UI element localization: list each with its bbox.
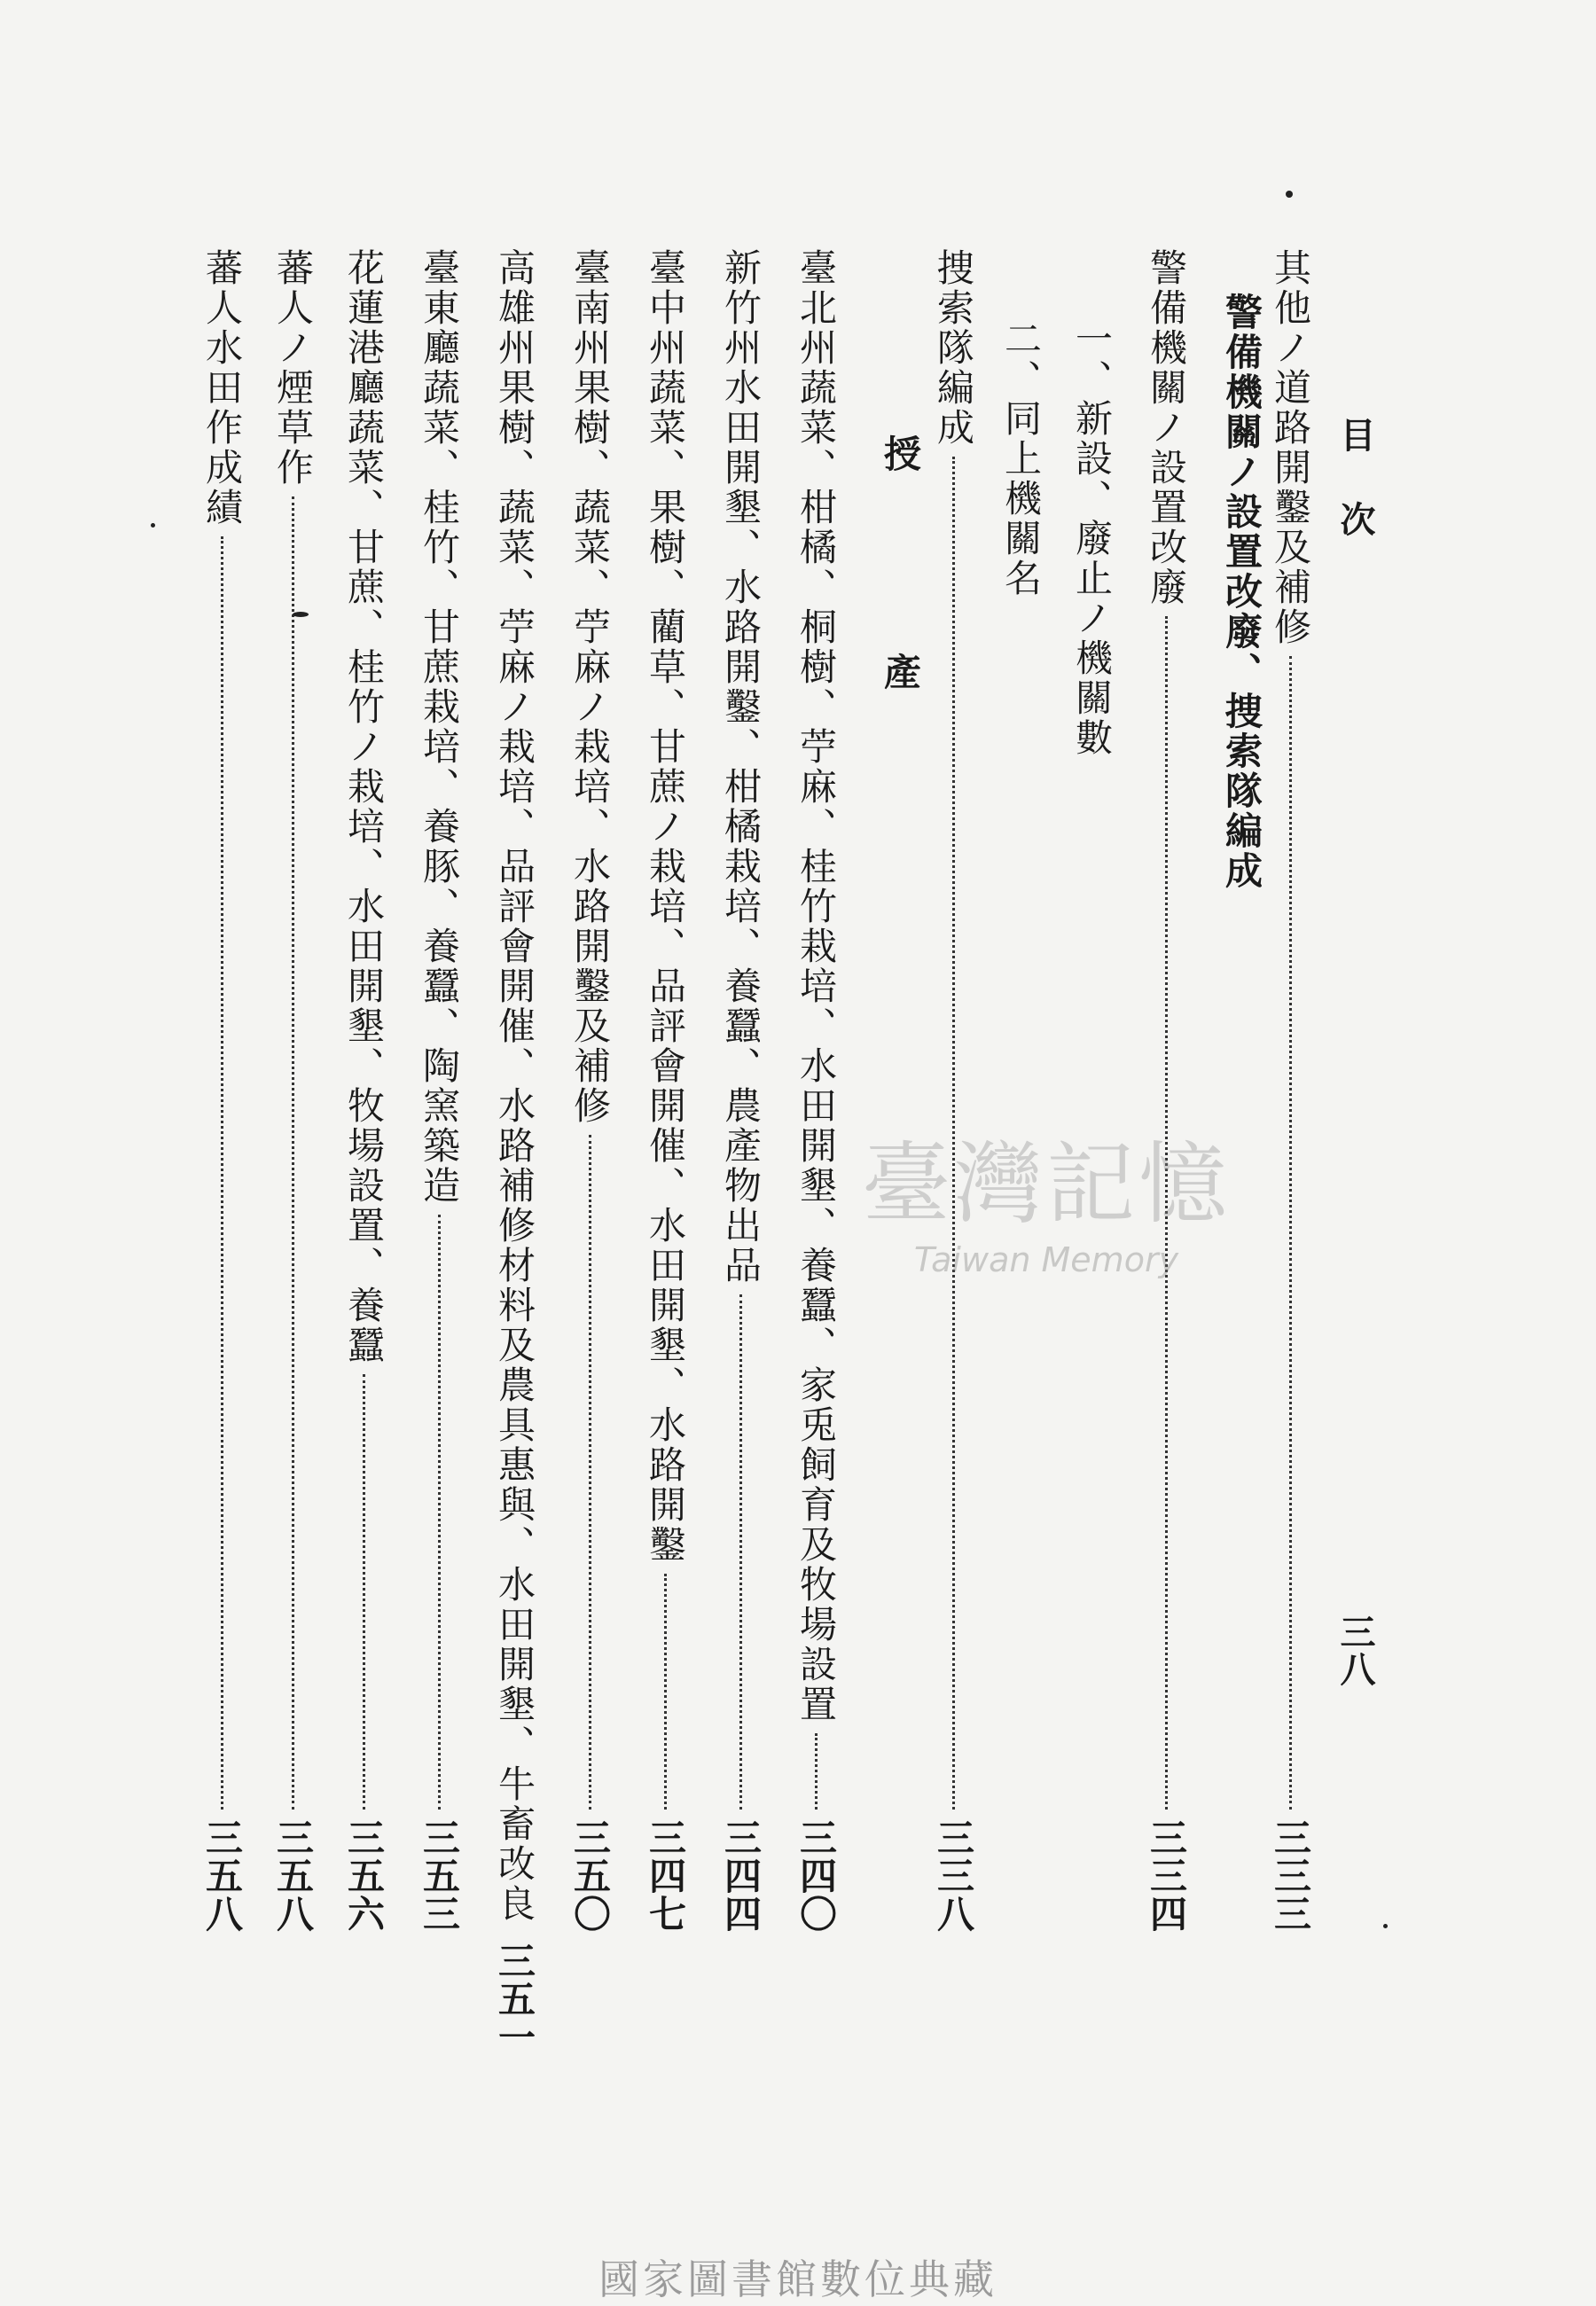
watermark-subtitle: Taiwan Memory [913,1240,1179,1279]
toc-entry [1144,248,1188,1933]
section-heading: 授 產 [879,434,922,725]
leader-dots [664,1574,667,1810]
entry-title: 花蓮港廳蔬菜、甘蔗、桂竹ノ栽培、水田開墾、牧場設置、養蠶 [342,248,386,1365]
entry-title: 蕃人ノ煙草作 [271,248,315,488]
entry-page: 三四七 [644,1818,687,1933]
entry-title: 新竹州水田開墾、水路開鑿、柑橘栽培、養蠶、農產物出品 [719,248,763,1286]
entry-title: 高雄州果樹、蔬菜、苧麻ノ栽培、品評會開催、水路補修材料及農具惠與、水田開墾、牛畜改良 [493,248,536,1924]
toc-entry [270,248,315,1933]
page-number: 三八 [1334,1614,1376,1688]
toc-entry [718,248,763,1933]
toc-entry [643,248,687,1933]
entry-title: 臺中州蔬菜、果樹、藺草、甘蔗ノ栽培、品評會開催、水田開墾、水路開鑿 [644,248,687,1565]
entry-title: 警備機關ノ設置改廢 [1145,248,1188,607]
entry-page: 三五〇 [568,1818,612,1933]
entry-page: 三五八 [271,1818,315,1933]
watermark [798,1113,1295,1279]
toc-subentry: 二、同上機關名 [999,319,1043,598]
leader-dots [739,1294,742,1810]
toc-entry [200,248,244,1933]
entry-page: 三三八 [932,1818,975,1933]
entry-page: 三五八 [200,1818,244,1933]
scan-speck [293,612,309,617]
leader-dots [292,496,294,1810]
entry-title: 臺東廳蔬菜、桂竹、甘蔗栽培、養豚、養蠶、陶窯築造 [418,248,461,1206]
entry-page: 三五六 [342,1818,386,1933]
entry-page: 三五一 [493,1942,536,2056]
entry-title: 臺北州蔬菜、柑橘、桐樹、苧麻、桂竹栽培、水田開墾、養蠶、家兎飼育及牧場設置 [794,248,838,1724]
scan-speck [151,523,155,528]
entry-page: 三三四 [1145,1818,1188,1933]
toc-entry [341,248,386,1933]
toc-entry [1268,248,1312,1933]
entry-title: 捜索隊編成 [932,248,975,448]
scan-speck [1383,1924,1388,1928]
toc-subentry: 一、新設、廢止ノ機關數 [1070,319,1114,758]
watermark-logo-text: 臺灣記憶 [862,1132,1231,1236]
section-heading: 警備機關ノ設置改廢、捜索隊編成 [1220,293,1264,891]
leader-dots [589,1135,591,1810]
toc-header: 目次 [1334,417,1376,585]
toc-entry [417,248,461,1933]
entry-title: 蕃人水田作成績 [200,248,244,528]
entry-title: 其他ノ道路開鑿及補修 [1269,248,1312,647]
entry-page: 三五三 [418,1818,461,1933]
toc-entry [567,248,612,1933]
toc-entry [492,248,536,2056]
toc-entry [794,248,838,1933]
leader-dots [363,1374,365,1810]
entry-page: 三四〇 [794,1818,838,1933]
toc-entry [931,248,975,1933]
leader-dots [438,1215,441,1810]
entry-page: 三四四 [719,1818,763,1933]
footer-credit: 國家圖書館數位典藏 [598,2255,998,2303]
entry-page: 三三三 [1269,1818,1312,1933]
leader-dots [815,1733,818,1810]
scan-speck [1286,191,1293,198]
leader-dots [221,536,223,1810]
entry-title: 臺南州果樹、蔬菜、苧麻ノ栽培、水路開鑿及補修 [568,248,612,1126]
